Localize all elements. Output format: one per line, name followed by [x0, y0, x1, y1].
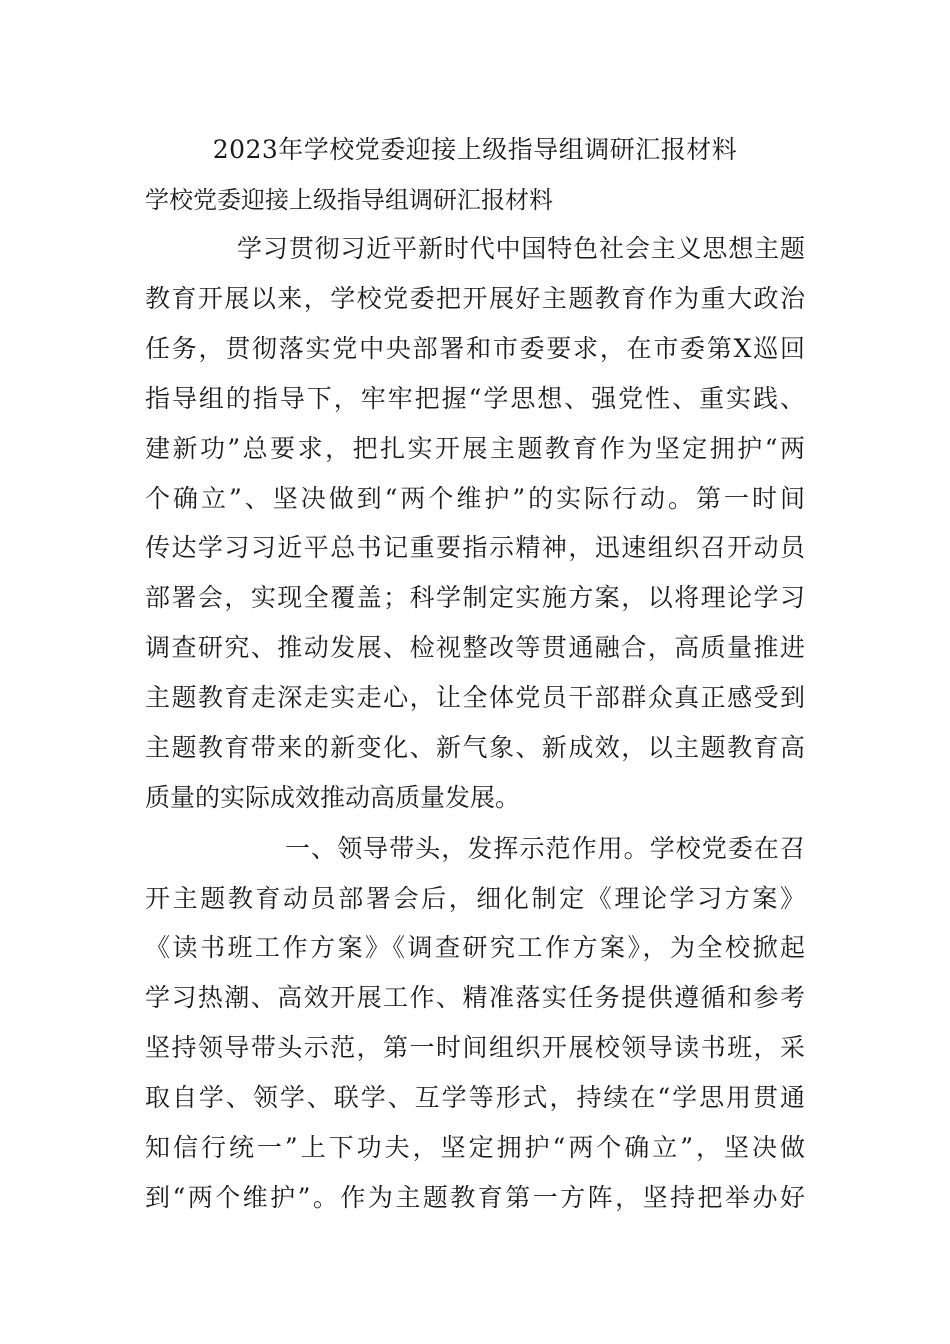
- paragraph-line: 质量的实际成效推动高质量发展。: [145, 783, 521, 812]
- paragraph-line: 知信行统一”上下功夫，坚定拥护“两个确立”，坚决做: [145, 1133, 805, 1162]
- paragraph-line: 教育开展以来，学校党委把开展好主题教育作为重大政治: [145, 284, 805, 313]
- paragraph-line: 指导组的指导下，牢牢把握“学思想、强党性、重实践、: [145, 384, 805, 413]
- paragraph-line: 坚持领导带头示范，第一时间组织开展校领导读书班，采: [145, 1033, 805, 1062]
- document-subtitle: 学校党委迎接上级指导组调研汇报材料: [145, 186, 553, 214]
- paragraph-line: 建新功”总要求，把扎实开展主题教育作为坚定拥护“两: [145, 434, 805, 463]
- section-heading-line: 一、领导带头，发挥示范作用。学校党委在召: [285, 834, 805, 863]
- paragraph-line: 取自学、领学、联学、互学等形式，持续在“学思用贯通: [145, 1083, 805, 1112]
- paragraph-line: 部署会，实现全覆盖；科学制定实施方案，以将理论学习: [145, 583, 805, 612]
- paragraph-line: 学习热潮、高效开展工作、精准落实任务提供遵循和参考: [145, 983, 805, 1012]
- document-title: 2023年学校党委迎接上级指导组调研汇报材料: [212, 135, 738, 164]
- paragraph-line: 开主题教育动员部署会后，细化制定《理论学习方案》: [145, 884, 805, 913]
- paragraph-line: 主题教育走深走实走心，让全体党员干部群众真正感受到: [145, 683, 805, 712]
- paragraph-line: 主题教育带来的新变化、新气象、新成效，以主题教育高: [145, 733, 805, 762]
- paragraph-line: 个确立”、坚决做到“两个维护”的实际行动。第一时间: [145, 484, 805, 513]
- paragraph-line: 任务，贯彻落实党中央部署和市委要求，在市委第X巡回: [145, 334, 805, 363]
- paragraph-line: 调查研究、推动发展、检视整改等贯通融合，高质量推进: [145, 633, 805, 662]
- paragraph-line: 学习贯彻习近平新时代中国特色社会主义思想主题: [237, 234, 805, 263]
- paragraph-line: 到“两个维护”。作为主题教育第一方阵，坚持把举办好: [145, 1183, 805, 1212]
- paragraph-line: 《读书班工作方案》《调查研究工作方案》，为全校掀起: [145, 933, 805, 962]
- paragraph-line: 传达学习习近平总书记重要指示精神，迅速组织召开动员: [145, 533, 805, 562]
